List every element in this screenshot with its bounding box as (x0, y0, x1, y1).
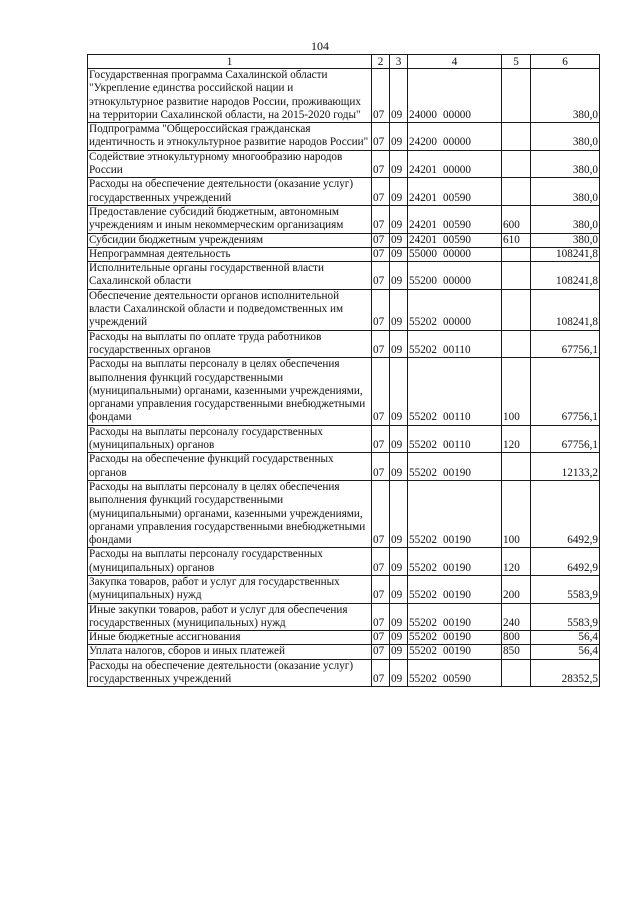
expense-type-cell: 610 (502, 233, 531, 247)
expense-type-cell (502, 262, 531, 290)
expense-type-cell: 200 (502, 575, 531, 603)
target-article-program-code: 55202 (409, 673, 437, 686)
target-article-program-code: 55202 (409, 589, 437, 602)
section-code-cell: 07 (372, 150, 390, 178)
expense-type-cell (502, 330, 531, 358)
expense-name-cell: Расходы на выплаты персоналу в целях обеспечения выполнения функций государственными (муниципальными) органами, казенными учреждениями, органами управления государственными внебюджетными фондами (88, 358, 372, 425)
table-row (88, 358, 600, 425)
target-article-cell (408, 645, 502, 659)
target-article-program-code: 55202 (409, 411, 437, 424)
target-article-direction-code: 00190 (443, 645, 471, 658)
section-code-cell: 07 (372, 233, 390, 247)
table-row (88, 631, 600, 645)
target-article-direction-code: 00110 (443, 439, 471, 452)
target-article-cell (408, 603, 502, 631)
table-row (88, 659, 600, 687)
target-article-direction-code: 00590 (443, 219, 471, 232)
amount-cell: 380,0 (531, 123, 600, 151)
target-article-cell (408, 330, 502, 358)
expense-type-cell (502, 289, 531, 330)
amount-cell: 380,0 (531, 69, 600, 123)
table-row (88, 289, 600, 330)
expense-name-cell: Расходы на выплаты по оплате труда работников государственных органов (88, 330, 372, 358)
target-article-direction-code: 00590 (443, 673, 471, 686)
target-article-cell (408, 358, 502, 425)
target-article-program-code: 55202 (409, 561, 437, 574)
target-article-cell (408, 659, 502, 687)
subsection-code-cell: 09 (390, 575, 408, 603)
expense-name-cell: Подпрограмма "Общероссийская гражданская идентичность и этнокультурное развитие народов России" (88, 123, 372, 151)
section-code-cell: 07 (372, 330, 390, 358)
table-row (88, 425, 600, 453)
expense-name-cell: Государственная программа Сахалинской области "Укрепление единства российской нации и этнокультурное развитие народов России, проживающих на территории Сахалинской области, на 2015-2020 годы" (88, 69, 372, 123)
target-article-program-code: 24201 (409, 219, 437, 232)
expense-name-cell: Уплата налогов, сборов и иных платежей (88, 645, 372, 659)
section-code-cell: 07 (372, 659, 390, 687)
subsection-code-cell: 09 (390, 123, 408, 151)
target-article-direction-code: 00190 (443, 534, 471, 547)
target-article-direction-code: 00000 (443, 316, 471, 329)
target-article-program-code: 55202 (409, 534, 437, 547)
amount-cell: 380,0 (531, 233, 600, 247)
target-article-cell (408, 247, 502, 261)
table-row (88, 603, 600, 631)
amount-cell: 56,4 (531, 631, 600, 645)
expense-name-cell: Непрограммная деятельность (88, 247, 372, 261)
table-row (88, 330, 600, 358)
subsection-code-cell: 09 (390, 603, 408, 631)
subsection-code-cell: 09 (390, 425, 408, 453)
target-article-direction-code: 00000 (443, 247, 471, 260)
target-article-program-code: 24200 (409, 136, 437, 149)
expense-type-cell (502, 69, 531, 123)
amount-cell: 380,0 (531, 205, 600, 233)
target-article-cell (408, 425, 502, 453)
expense-type-cell (502, 123, 531, 151)
target-article-direction-code: 00110 (443, 343, 471, 356)
expense-type-cell (502, 659, 531, 687)
table-row (88, 150, 600, 178)
target-article-cell (408, 289, 502, 330)
column-header: 4 (408, 55, 502, 69)
section-code-cell: 07 (372, 425, 390, 453)
expense-type-cell (502, 247, 531, 261)
expense-name-cell: Расходы на обеспечение функций государственных органов (88, 453, 372, 481)
amount-cell: 28352,5 (531, 659, 600, 687)
subsection-code-cell: 09 (390, 289, 408, 330)
target-article-program-code: 24000 (409, 108, 437, 121)
expense-type-cell: 600 (502, 205, 531, 233)
expense-name-cell: Расходы на выплаты персоналу в целях обеспечения выполнения функций государственными (муниципальными) органами, казенными учреждениями, органами управления государственными внебюджетными фондами (88, 480, 372, 547)
subsection-code-cell: 09 (390, 330, 408, 358)
subsection-code-cell: 09 (390, 205, 408, 233)
column-header: 6 (531, 55, 600, 69)
table-row (88, 205, 600, 233)
expense-name-cell: Субсидии бюджетным учреждениям (88, 233, 372, 247)
amount-cell: 67756,1 (531, 330, 600, 358)
expense-type-cell: 120 (502, 425, 531, 453)
table-row (88, 645, 600, 659)
expense-type-cell: 240 (502, 603, 531, 631)
subsection-code-cell: 09 (390, 480, 408, 547)
target-article-program-code: 24201 (409, 164, 437, 177)
target-article-program-code: 55202 (409, 439, 437, 452)
target-article-cell (408, 205, 502, 233)
target-article-program-code: 55202 (409, 645, 437, 658)
subsection-code-cell: 09 (390, 247, 408, 261)
table-row (88, 178, 600, 206)
target-article-direction-code: 00000 (443, 136, 471, 149)
target-article-cell (408, 123, 502, 151)
amount-cell: 67756,1 (531, 358, 600, 425)
target-article-program-code: 55202 (409, 316, 437, 329)
expense-type-cell (502, 150, 531, 178)
section-code-cell: 07 (372, 123, 390, 151)
subsection-code-cell: 09 (390, 659, 408, 687)
column-header: 2 (372, 55, 390, 69)
target-article-cell (408, 233, 502, 247)
target-article-cell (408, 548, 502, 576)
section-code-cell: 07 (372, 205, 390, 233)
target-article-cell (408, 178, 502, 206)
amount-cell: 12133,2 (531, 453, 600, 481)
section-code-cell: 07 (372, 178, 390, 206)
expense-name-cell: Иные бюджетные ассигнования (88, 631, 372, 645)
amount-cell: 380,0 (531, 178, 600, 206)
target-article-program-code: 55202 (409, 631, 437, 644)
target-article-direction-code: 00590 (443, 233, 471, 246)
expense-name-cell: Исполнительные органы государственной власти Сахалинской области (88, 262, 372, 290)
expense-type-cell (502, 178, 531, 206)
section-code-cell: 07 (372, 69, 390, 123)
section-code-cell: 07 (372, 358, 390, 425)
target-article-direction-code: 00000 (443, 108, 471, 121)
target-article-cell (408, 262, 502, 290)
section-code-cell: 07 (372, 548, 390, 576)
amount-cell: 5583,9 (531, 603, 600, 631)
table-row (88, 233, 600, 247)
target-article-program-code: 55202 (409, 343, 437, 356)
table-row (88, 548, 600, 576)
target-article-cell (408, 453, 502, 481)
column-number-row (88, 55, 600, 69)
subsection-code-cell: 09 (390, 178, 408, 206)
table-row (88, 69, 600, 123)
section-code-cell: 07 (372, 453, 390, 481)
subsection-code-cell: 09 (390, 233, 408, 247)
expense-type-cell: 100 (502, 358, 531, 425)
section-code-cell: 07 (372, 289, 390, 330)
target-article-program-code: 55000 (409, 247, 437, 260)
target-article-direction-code: 00000 (443, 164, 471, 177)
expense-type-cell (502, 453, 531, 481)
target-article-cell (408, 480, 502, 547)
target-article-cell (408, 150, 502, 178)
expense-name-cell: Обеспечение деятельности органов исполнительной власти Сахалинской области и подведомственных им учреждений (88, 289, 372, 330)
column-header: 3 (390, 55, 408, 69)
expense-name-cell: Расходы на обеспечение деятельности (оказание услуг) государственных учреждений (88, 659, 372, 687)
subsection-code-cell: 09 (390, 358, 408, 425)
expense-type-cell: 120 (502, 548, 531, 576)
expense-name-cell: Закупка товаров, работ и услуг для государственных (муниципальных) нужд (88, 575, 372, 603)
target-article-cell (408, 575, 502, 603)
amount-cell: 108241,8 (531, 262, 600, 290)
table-row (88, 123, 600, 151)
subsection-code-cell: 09 (390, 453, 408, 481)
target-article-program-code: 55202 (409, 466, 437, 479)
target-article-direction-code: 00110 (443, 411, 471, 424)
target-article-direction-code: 00000 (443, 275, 471, 288)
subsection-code-cell: 09 (390, 631, 408, 645)
table-row (88, 575, 600, 603)
expense-type-cell: 100 (502, 480, 531, 547)
expense-name-cell: Содействие этнокультурному многообразию народов России (88, 150, 372, 178)
expense-type-cell: 850 (502, 645, 531, 659)
expense-name-cell: Предоставление субсидий бюджетным, автономным учреждениям и иным некоммерческим организациям (88, 205, 372, 233)
target-article-direction-code: 00190 (443, 616, 471, 629)
target-article-direction-code: 00590 (443, 191, 471, 204)
subsection-code-cell: 09 (390, 150, 408, 178)
table-row (88, 262, 600, 290)
budget-table (87, 54, 600, 687)
subsection-code-cell: 09 (390, 262, 408, 290)
section-code-cell: 07 (372, 575, 390, 603)
table-row (88, 247, 600, 261)
column-header: 5 (502, 55, 531, 69)
amount-cell: 5583,9 (531, 575, 600, 603)
section-code-cell: 07 (372, 603, 390, 631)
subsection-code-cell: 09 (390, 548, 408, 576)
target-article-program-code: 55202 (409, 616, 437, 629)
expense-name-cell: Расходы на выплаты персоналу государственных (муниципальных) органов (88, 548, 372, 576)
target-article-program-code: 24201 (409, 191, 437, 204)
expense-name-cell: Расходы на выплаты персоналу государственных (муниципальных) органов (88, 425, 372, 453)
expense-name-cell: Расходы на обеспечение деятельности (оказание услуг) государственных учреждений (88, 178, 372, 206)
amount-cell: 56,4 (531, 645, 600, 659)
section-code-cell: 07 (372, 480, 390, 547)
subsection-code-cell: 09 (390, 645, 408, 659)
section-code-cell: 07 (372, 631, 390, 645)
amount-cell: 6492,9 (531, 480, 600, 547)
amount-cell: 108241,8 (531, 247, 600, 261)
amount-cell: 108241,8 (531, 289, 600, 330)
target-article-program-code: 24201 (409, 233, 437, 246)
section-code-cell: 07 (372, 262, 390, 290)
target-article-program-code: 55200 (409, 275, 437, 288)
subsection-code-cell: 09 (390, 69, 408, 123)
page-number: 104 (311, 39, 329, 53)
section-code-cell: 07 (372, 247, 390, 261)
target-article-cell (408, 631, 502, 645)
amount-cell: 6492,9 (531, 548, 600, 576)
target-article-cell (408, 69, 502, 123)
expense-name-cell: Иные закупки товаров, работ и услуг для обеспечения государственных (муниципальных) нужд (88, 603, 372, 631)
target-article-direction-code: 00190 (443, 561, 471, 574)
table-row (88, 480, 600, 547)
table-row (88, 453, 600, 481)
target-article-direction-code: 00190 (443, 466, 471, 479)
expense-type-cell: 800 (502, 631, 531, 645)
amount-cell: 380,0 (531, 150, 600, 178)
column-header: 1 (88, 55, 372, 69)
amount-cell: 67756,1 (531, 425, 600, 453)
section-code-cell: 07 (372, 645, 390, 659)
target-article-direction-code: 00190 (443, 631, 471, 644)
target-article-direction-code: 00190 (443, 589, 471, 602)
